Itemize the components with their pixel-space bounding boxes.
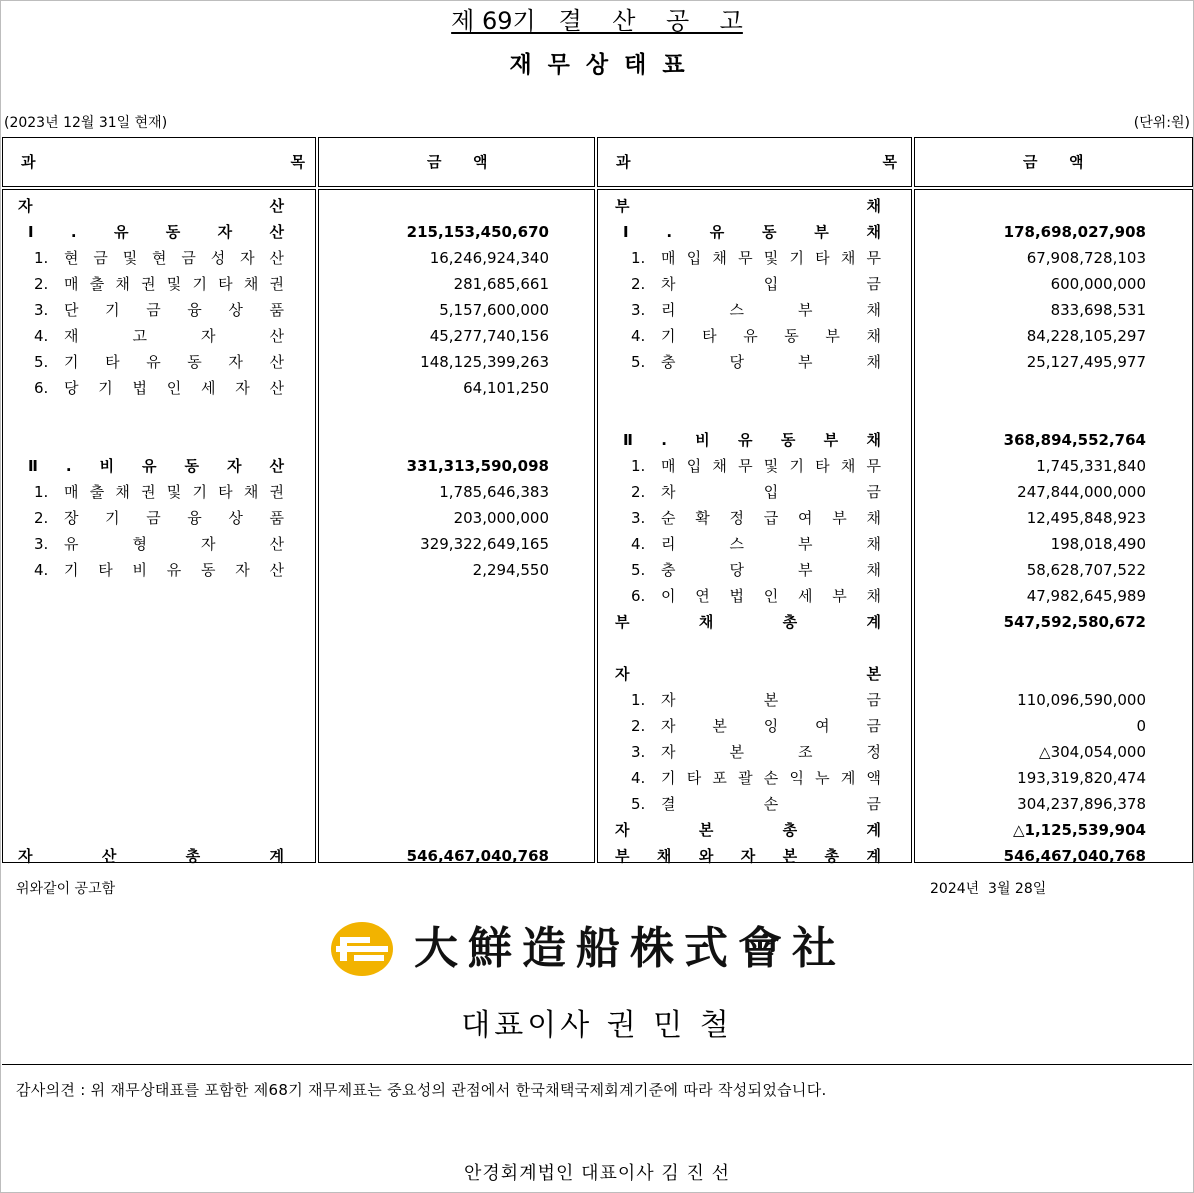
asset-line-amount: 148,125,399,263 bbox=[420, 353, 549, 372]
asset-line-item bbox=[34, 375, 284, 401]
noncurrent-assets-subtotal bbox=[28, 453, 284, 479]
asset-line-item bbox=[34, 271, 284, 297]
item-number: 3. bbox=[34, 301, 49, 320]
spaced-label: 당 기 법 인 세 자 산 bbox=[64, 379, 284, 398]
spaced-label: 이 연 법 인 세 부 채 bbox=[661, 587, 881, 606]
total-equity bbox=[615, 817, 881, 843]
item-number: 3. bbox=[631, 743, 646, 762]
spaced-label: 리 스 부 채 bbox=[661, 535, 881, 554]
publication-date: 2024년 3월 28일 bbox=[930, 881, 1047, 897]
item-number: 5. bbox=[631, 561, 646, 580]
total-liabilities-amount: 547,592,580,672 bbox=[1003, 613, 1146, 632]
asset-line-item bbox=[34, 297, 284, 323]
total-assets-amount: 546,467,040,768 bbox=[406, 847, 549, 866]
spaced-label: 충 당 부 채 bbox=[661, 353, 881, 372]
equity-line-amount: 304,237,896,378 bbox=[1017, 795, 1146, 814]
equity-heading bbox=[615, 661, 881, 687]
spaced-label: 리 스 부 채 bbox=[661, 301, 881, 320]
spaced-label: 자 본 bbox=[615, 665, 881, 684]
declaration: 위와같이 공고함 bbox=[16, 881, 116, 897]
asset-line-amount: 1,785,646,383 bbox=[439, 483, 549, 502]
unit-note: (단위:원) bbox=[1133, 115, 1190, 131]
assets-heading bbox=[18, 193, 284, 219]
item-number: 1. bbox=[631, 691, 646, 710]
asset-line-amount: 5,157,600,000 bbox=[439, 301, 549, 320]
divider bbox=[2, 1064, 1192, 1065]
spaced-label: 차 입 금 bbox=[661, 275, 881, 294]
liability-line-amount: 833,698,531 bbox=[1050, 301, 1146, 320]
liability-line-item bbox=[631, 505, 881, 531]
spaced-label: 자 본 총 계 bbox=[615, 821, 881, 840]
liability-line-amount: 1,745,331,840 bbox=[1036, 457, 1146, 476]
noncurrent-assets-amount: 331,313,590,098 bbox=[406, 457, 549, 476]
header-right-subject: 과 목 bbox=[597, 137, 912, 187]
header-left-amount: 금 액 bbox=[318, 137, 595, 187]
liability-line-amount: 247,844,000,000 bbox=[1017, 483, 1146, 502]
spaced-label: 부 채 bbox=[615, 197, 881, 216]
liability-line-item bbox=[631, 557, 881, 583]
audit-opinion: 감사의견 : 위 재무상태표를 포함한 제68기 재무제표는 중요성의 관점에서 한국채택국제회계기준에 따라 작성되었습니다. bbox=[16, 1081, 827, 1099]
ceo-name: 대표이사 권 민 철 bbox=[461, 1008, 733, 1043]
spaced-label: 자 산 총 계 bbox=[18, 847, 284, 866]
spaced-label: 매 출 채 권 및 기 타 채 권 bbox=[64, 275, 284, 294]
item-number: 4. bbox=[34, 561, 49, 580]
liability-line-amount: 47,982,645,989 bbox=[1026, 587, 1146, 606]
liability-line-item bbox=[631, 479, 881, 505]
equity-line-amount: 0 bbox=[1136, 717, 1146, 736]
item-number: 1. bbox=[631, 457, 646, 476]
liability-line-item bbox=[631, 583, 881, 609]
item-number: 4. bbox=[34, 327, 49, 346]
spaced-label: 기 타 유 동 부 채 bbox=[661, 327, 881, 346]
current-liabilities-subtotal bbox=[623, 219, 881, 245]
liability-line-amount: 58,628,707,522 bbox=[1026, 561, 1146, 580]
total-equity-amount: △1,125,539,904 bbox=[1012, 821, 1146, 840]
equity-line-item bbox=[631, 765, 881, 791]
equity-line-item bbox=[631, 791, 881, 817]
item-number: 3. bbox=[631, 301, 646, 320]
item-number: 6. bbox=[631, 587, 646, 606]
spaced-label: 결 손 금 bbox=[661, 795, 881, 814]
liability-line-amount: 25,127,495,977 bbox=[1026, 353, 1146, 372]
spaced-label: 현 금 및 현 금 성 자 산 bbox=[64, 249, 284, 268]
liability-line-amount: 198,018,490 bbox=[1050, 535, 1146, 554]
asset-line-item bbox=[34, 323, 284, 349]
item-number: 2. bbox=[631, 483, 646, 502]
item-number: 2. bbox=[631, 275, 646, 294]
noncurrent-liabilities-subtotal bbox=[623, 427, 881, 453]
asset-line-amount: 203,000,000 bbox=[453, 509, 549, 528]
spaced-label: 자 산 bbox=[18, 197, 284, 216]
item-number: 4. bbox=[631, 769, 646, 788]
asset-line-amount: 2,294,550 bbox=[472, 561, 549, 580]
spaced-label: Ⅰ . 유 동 자 산 bbox=[28, 223, 284, 242]
asset-line-amount: 64,101,250 bbox=[463, 379, 549, 398]
spaced-label: 매 입 채 무 및 기 타 채 무 bbox=[661, 457, 881, 476]
spaced-label: 충 당 부 채 bbox=[661, 561, 881, 580]
item-number: 5. bbox=[631, 353, 646, 372]
spaced-label: 자 본 잉 여 금 bbox=[661, 717, 881, 736]
spaced-label: 매 출 채 권 및 기 타 채 권 bbox=[64, 483, 284, 502]
item-number: 3. bbox=[34, 535, 49, 554]
equity-line-item bbox=[631, 713, 881, 739]
spaced-label: Ⅱ . 비 유 동 부 채 bbox=[623, 431, 881, 450]
liability-line-item bbox=[631, 245, 881, 271]
equity-line-amount: 193,319,820,474 bbox=[1017, 769, 1146, 788]
item-number: 2. bbox=[631, 717, 646, 736]
equity-line-item bbox=[631, 739, 881, 765]
current-assets-subtotal bbox=[28, 219, 284, 245]
spaced-label: 순 확 정 급 여 부 채 bbox=[661, 509, 881, 528]
total-liabilities-and-equity bbox=[615, 843, 881, 869]
asset-line-item bbox=[34, 479, 284, 505]
header-left-subject: 과 목 bbox=[2, 137, 316, 187]
spaced-label: 재 고 자 산 bbox=[64, 327, 284, 346]
equity-line-item bbox=[631, 687, 881, 713]
asset-line-amount: 329,322,649,165 bbox=[420, 535, 549, 554]
spaced-label: Ⅰ . 유 동 부 채 bbox=[623, 223, 881, 242]
asset-line-item bbox=[34, 557, 284, 583]
item-number: 5. bbox=[631, 795, 646, 814]
liability-line-amount: 84,228,105,297 bbox=[1026, 327, 1146, 346]
current-assets-amount: 215,153,450,670 bbox=[406, 223, 549, 242]
asset-line-amount: 281,685,661 bbox=[453, 275, 549, 294]
asset-line-amount: 45,277,740,156 bbox=[429, 327, 549, 346]
item-number: 3. bbox=[631, 509, 646, 528]
item-number: 4. bbox=[631, 535, 646, 554]
liability-line-item bbox=[631, 323, 881, 349]
liability-line-amount: 12,495,848,923 bbox=[1026, 509, 1146, 528]
reporting-date: (2023년 12월 31일 현재) bbox=[4, 115, 168, 131]
spaced-label: 기 타 포 괄 손 익 누 계 액 bbox=[661, 769, 881, 788]
spaced-label: 매 입 채 무 및 기 타 채 무 bbox=[661, 249, 881, 268]
company-logo-icon bbox=[330, 920, 394, 978]
total-assets bbox=[18, 843, 284, 869]
spaced-label: 부 채 와 자 본 총 계 bbox=[615, 847, 881, 866]
spaced-label: 부 채 총 계 bbox=[615, 613, 881, 632]
liability-line-item bbox=[631, 453, 881, 479]
spaced-label: 자 본 금 bbox=[661, 691, 881, 710]
asset-line-item bbox=[34, 245, 284, 271]
notice-title: 제 69기 결 산 공 고 bbox=[451, 7, 743, 35]
noncurrent-liabilities-amount: 368,894,552,764 bbox=[1003, 431, 1146, 450]
item-number: 5. bbox=[34, 353, 49, 372]
spaced-label: 자 본 조 정 bbox=[661, 743, 881, 762]
current-liabilities-amount: 178,698,027,908 bbox=[1003, 223, 1146, 242]
item-number: 1. bbox=[631, 249, 646, 268]
item-number: 2. bbox=[34, 509, 49, 528]
spaced-label: Ⅱ . 비 유 동 자 산 bbox=[28, 457, 284, 476]
equity-line-amount: △304,054,000 bbox=[1039, 743, 1146, 762]
liability-line-item bbox=[631, 531, 881, 557]
spaced-label: 유 형 자 산 bbox=[64, 535, 284, 554]
item-number: 1. bbox=[34, 249, 49, 268]
company-logo bbox=[330, 918, 890, 980]
company-name: 大鮮造船株式會社 bbox=[414, 923, 846, 974]
asset-line-item bbox=[34, 505, 284, 531]
liability-line-item bbox=[631, 297, 881, 323]
spaced-label: 단 기 금 융 상 품 bbox=[64, 301, 284, 320]
spaced-label: 기 타 비 유 동 자 산 bbox=[64, 561, 284, 580]
total-liabilities-and-equity-amount: 546,467,040,768 bbox=[1003, 847, 1146, 866]
spaced-label: 기 타 유 동 자 산 bbox=[64, 353, 284, 372]
spaced-label: 장 기 금 융 상 품 bbox=[64, 509, 284, 528]
total-liabilities bbox=[615, 609, 881, 635]
item-number: 1. bbox=[34, 483, 49, 502]
liability-line-item bbox=[631, 271, 881, 297]
asset-line-item bbox=[34, 531, 284, 557]
liability-line-item bbox=[631, 349, 881, 375]
liability-line-amount: 600,000,000 bbox=[1050, 275, 1146, 294]
item-number: 4. bbox=[631, 327, 646, 346]
item-number: 2. bbox=[34, 275, 49, 294]
auditor-signature: 안경회계법인 대표이사 김 진 선 bbox=[464, 1163, 730, 1184]
asset-line-amount: 16,246,924,340 bbox=[429, 249, 549, 268]
liabilities-heading bbox=[615, 193, 881, 219]
item-number: 6. bbox=[34, 379, 49, 398]
header-right-amount: 금 액 bbox=[914, 137, 1193, 187]
equity-line-amount: 110,096,590,000 bbox=[1017, 691, 1146, 710]
liability-line-amount: 67,908,728,103 bbox=[1026, 249, 1146, 268]
asset-line-item bbox=[34, 349, 284, 375]
statement-title: 재무상태표 bbox=[509, 52, 701, 78]
spaced-label: 차 입 금 bbox=[661, 483, 881, 502]
